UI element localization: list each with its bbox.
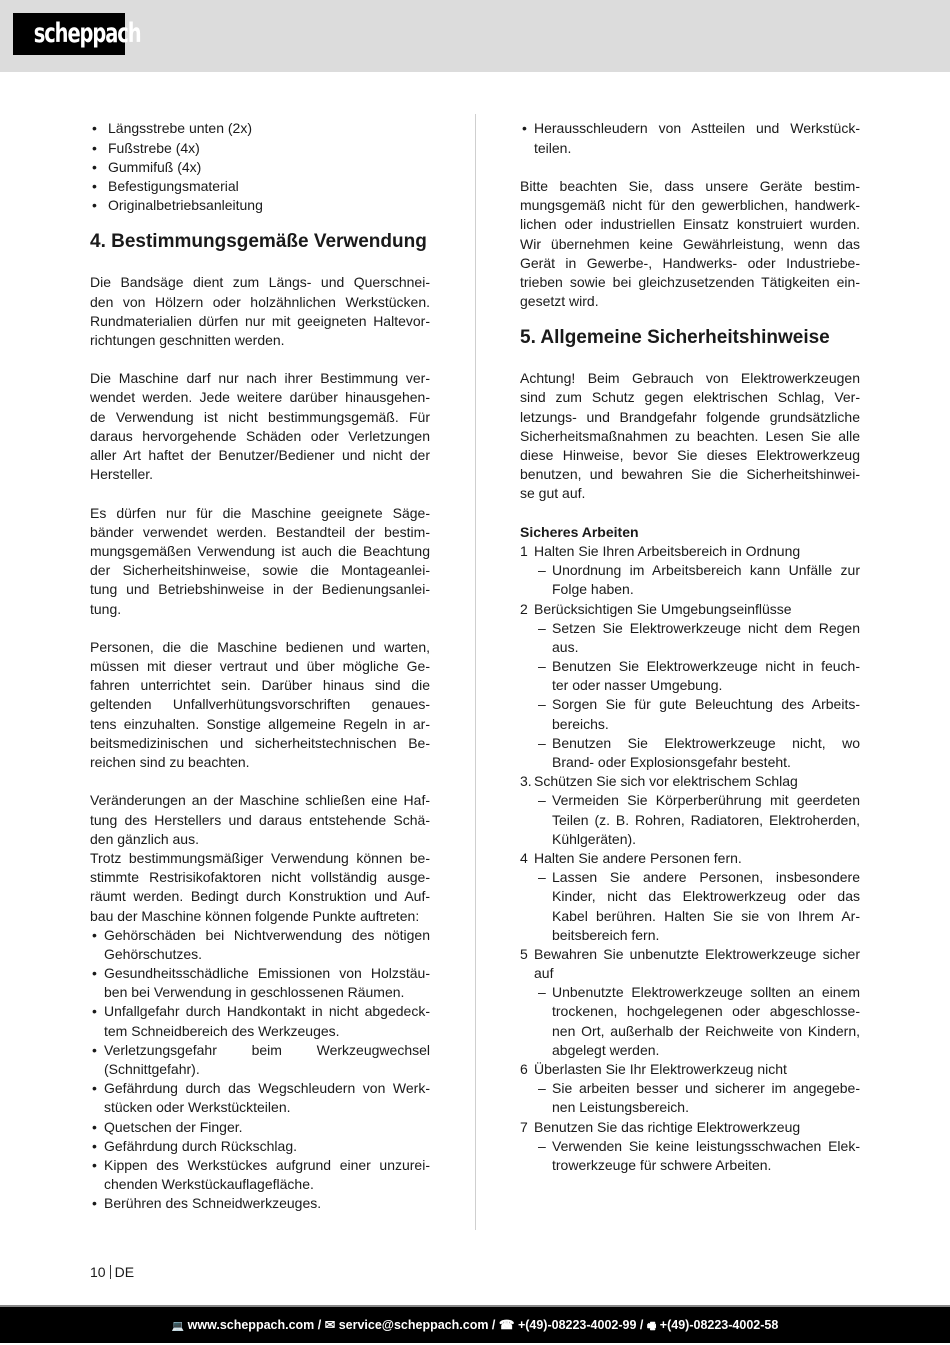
item-number: 5 — [520, 945, 528, 962]
paragraph — [90, 791, 430, 849]
text-line: Lassen Sie andere Personen, insbesondere — [552, 869, 860, 886]
paragraph — [90, 369, 430, 484]
dash-icon: – — [538, 619, 546, 636]
text-line: Benutzen Sie Elektrowerkzeuge nicht in feuch- — [552, 658, 860, 675]
text-line: Veränderungen an der Maschine schließen eine Haf- — [90, 792, 430, 809]
text-line: tung und Betriebshinweise in der Bedienungsanlei- — [90, 581, 430, 598]
item-number: 4 — [520, 849, 528, 866]
text-line: wendet werden. Jede weitere darüber hinausgehen- — [90, 389, 430, 406]
list-item — [90, 158, 430, 177]
text-line: geltenden Unfallverhütungsvorschriften genaues- — [90, 696, 430, 713]
text-line: stücken oder Werkstückteilen. — [104, 1099, 291, 1116]
sub-item — [520, 1079, 860, 1117]
list-item — [90, 1002, 430, 1040]
list-item — [90, 196, 430, 215]
text-line: Die Bandsäge dient zum Längs- und Querschnei- — [90, 274, 430, 291]
text-line: benutzen, und bewahren Sie die Sicherheitshinwei- — [520, 466, 860, 483]
paragraph — [520, 177, 860, 311]
language-code: DE — [114, 1264, 135, 1280]
logo-text: scheppach — [33, 18, 141, 49]
list-item — [90, 177, 430, 196]
text-line: nen Leistungsbereich. — [552, 1099, 689, 1116]
list-item — [90, 1194, 430, 1213]
dash-icon: – — [538, 1080, 546, 1097]
item-number: 3. — [520, 773, 532, 790]
scheppach-logo — [13, 13, 141, 55]
text-line: Kippen des Werkstückes aufgrund einer unzurei- — [104, 1156, 430, 1173]
text-line: Benutzen Sie das richtige Elektrowerkzeug — [534, 1118, 801, 1135]
text-line: der Sicherheitshinweise, sowie die Montageanlei- — [90, 562, 430, 579]
text-line: Herausschleudern von Astteilen und Werkstück- — [534, 120, 860, 137]
bullet-icon: • — [92, 1080, 97, 1097]
bullet-icon: • — [92, 1156, 97, 1173]
list-item — [90, 1137, 430, 1156]
website-link[interactable]: www.scheppach.com — [187, 1318, 315, 1332]
text-line: mungsgemäß nicht für den gewerblichen, handwerk- — [520, 197, 860, 214]
text-line: fahren unterrichtet sein. Darüber hinaus sind die — [90, 677, 430, 694]
numbered-item — [520, 1118, 860, 1137]
text-line: Benutzen Sie Elektrowerkzeuge nicht, wo — [552, 734, 860, 751]
text-line: Gefährdung durch das Wegschleudern von Werk- — [104, 1080, 430, 1097]
text-line: diese Hinweise, bevor Sie dieses Elektrowerkzeug — [520, 447, 860, 464]
bullet-icon: • — [92, 1041, 97, 1058]
footer-contact-bar — [0, 1305, 950, 1343]
text-line: Gerät in Gewerbe-, Handwerks- oder Industriebe- — [520, 254, 860, 271]
text-line: auf — [534, 965, 554, 982]
spacer — [90, 484, 430, 503]
text-line: Befestigungsmaterial — [108, 177, 239, 194]
text-line: beitsbereich fern. — [552, 926, 660, 943]
dash-icon: – — [538, 696, 546, 713]
text-line: Quetschen der Finger. — [104, 1118, 243, 1135]
page-header — [0, 0, 950, 72]
text-line: den von Hölzern oder holzähnlichen Werkstücken. — [90, 293, 430, 310]
text-line: tens einzuhalten. Sonstige allgemeine Regeln in ar- — [90, 715, 430, 732]
list-item — [520, 119, 860, 157]
text-line: Gehörschäden bei Nichtverwendung des nötigen — [104, 926, 430, 943]
numbered-item — [520, 772, 860, 791]
dash-icon: – — [538, 734, 546, 751]
section-heading: 4. Bestimmungsgemäße Verwendung — [90, 231, 427, 253]
paragraph — [90, 504, 430, 619]
text-line: tem Schneidbereich des Werkzeuges. — [104, 1022, 340, 1039]
text-line: Halten Sie andere Personen fern. — [534, 849, 742, 866]
text-line: gesetzt wird. — [520, 293, 599, 310]
text-line: Originalbetriebsanleitung — [108, 197, 263, 214]
right-column — [520, 119, 860, 1175]
list-item — [90, 1156, 430, 1194]
text-line: Die Maschine darf nur nach ihrer Bestimmung ver- — [90, 370, 430, 387]
text-line: abgelegt werden. — [552, 1041, 660, 1058]
text-line: teilen. — [534, 139, 572, 156]
sub-item — [520, 695, 860, 733]
separator: / — [636, 1318, 647, 1332]
numbered-item — [520, 600, 860, 619]
sub-item — [520, 657, 860, 695]
text-line: Fußstrebe (4x) — [108, 139, 200, 156]
bullet-icon: • — [522, 120, 527, 137]
section-heading: 5. Allgemeine Sicherheitshinweise — [520, 327, 830, 349]
left-column — [90, 119, 430, 1213]
bullet-icon: • — [92, 197, 97, 214]
text-line: stimmte Restrisikofaktoren nicht vollständig ausge- — [90, 869, 430, 886]
phone-number: +(49)-08223-4002-99 — [517, 1318, 637, 1332]
list-item — [90, 1041, 430, 1079]
dash-icon: – — [538, 658, 546, 675]
text-line: Kühlgeräten). — [552, 830, 637, 847]
text-line: Es dürfen nur für die Maschine geeignete Säge- — [90, 504, 430, 521]
text-line: beitsmedizinischen und sicherheitstechnischen Be- — [90, 734, 430, 751]
text-line: Unordnung im Arbeitsbereich kann Unfälle zur — [552, 562, 860, 579]
text-line: Unfallgefahr durch Handkontakt in nicht abgedeck- — [104, 1003, 430, 1020]
paragraph — [90, 849, 430, 926]
bullet-icon: • — [92, 120, 97, 137]
spacer — [520, 158, 860, 177]
text-line: daraus hervorgehende Schäden oder Verletzungen — [90, 427, 430, 444]
text-line: Rundmaterialien dürfen nur mit geeigneten Haltevor- — [90, 312, 430, 329]
text-line: Bitte beachten Sie, dass unsere Geräte bestim- — [520, 177, 860, 194]
list-item — [90, 1118, 430, 1137]
sub-item — [520, 791, 860, 849]
text-line: Gummifuß (4x) — [108, 158, 202, 175]
text-line: Berühren des Schneidwerkzeuges. — [104, 1195, 322, 1212]
text-line: Schützen Sie sich vor elektrischem Schlag — [534, 773, 798, 790]
text-line: Sie arbeiten besser und sicherer im angegebe- — [552, 1080, 860, 1097]
bullet-icon: • — [92, 1118, 97, 1135]
fax-icon: 🖷 — [646, 1321, 657, 1332]
text-line: letzungs- und Brandgefahr folgende grundsätzliche — [520, 408, 860, 425]
list-item — [90, 119, 430, 138]
sub-item — [520, 868, 860, 945]
text-line: reichen sind zu beachten. — [90, 754, 250, 771]
text-line: se gut auf. — [520, 485, 586, 502]
text-line: Sicherheitsmaßnahmen zu beachten. Lesen Sie alle — [520, 427, 860, 444]
item-number: 6 — [520, 1061, 528, 1078]
bullet-icon: • — [92, 177, 97, 194]
text-line: Hersteller. — [90, 466, 154, 483]
bullet-icon: • — [92, 965, 97, 982]
text-line: Berücksichtigen Sie Umgebungseinflüsse — [534, 600, 792, 617]
sub-item — [520, 1137, 860, 1175]
text-line: bänder verwendet werden. Bestandteil der bestim- — [90, 523, 430, 540]
numbered-item — [520, 945, 860, 983]
bullet-icon: • — [92, 1137, 97, 1154]
text-line: ben bei Verwendung in geschlossenen Räumen. — [104, 984, 405, 1001]
bullet-icon: • — [92, 158, 97, 175]
text-line: lichen oder industriellen Einsatz konstruiert wurden. — [520, 216, 860, 233]
column-divider — [475, 114, 476, 1230]
text-line: Gesundheitsschädliche Emissionen von Holzstäu- — [104, 965, 430, 982]
text-line: müssen mit dieser vertraut und über mögliche Ge- — [90, 658, 430, 675]
paragraph — [90, 638, 430, 772]
text-line: Verletzungsgefahr beim Werkzeugwechsel — [104, 1041, 430, 1058]
separator — [110, 1265, 111, 1279]
bullet-icon: • — [92, 1195, 97, 1212]
email-link[interactable]: service@scheppach.com — [338, 1318, 489, 1332]
paragraph — [90, 273, 430, 350]
bullet-icon: • — [92, 139, 97, 156]
text-line: trockenen, hochgelegenen oder abgeschlosse- — [552, 1003, 860, 1020]
item-number: 7 — [520, 1118, 528, 1135]
text-line: Achtung! Beim Gebrauch von Elektrowerkzeugen — [520, 370, 860, 387]
text-line: tung. — [90, 600, 122, 617]
page-number-value: 10 — [90, 1264, 106, 1280]
text-line: Halten Sie Ihren Arbeitsbereich in Ordnung — [534, 542, 801, 559]
text-line: Personen, die die Maschine bedienen und warten, — [90, 638, 430, 655]
mail-icon: ✉ — [324, 1318, 336, 1332]
text-line: Bewahren Sie unbenutzte Elektrowerkzeuge sicher — [534, 945, 860, 962]
text-line: trowerkzeuge für schwere Arbeiten. — [552, 1156, 772, 1173]
dash-icon: – — [538, 792, 546, 809]
item-number: 1 — [520, 542, 528, 559]
numbered-item — [520, 542, 860, 561]
text-line: aus. — [552, 638, 579, 655]
text-line: mungsgemäßen Verwendung ist auch die Beachtung — [90, 542, 430, 559]
sub-item — [520, 983, 860, 1060]
text-line: trieben sowie bei gleichzusetzenden Tätigkeiten ein- — [520, 273, 860, 290]
text-line: tung des Herstellers und daraus entstehende Schä- — [90, 811, 430, 828]
text-line: richtungen geschnitten werden. — [90, 331, 285, 348]
text-line: Sorgen Sie für gute Beleuchtung des Arbeits- — [552, 696, 860, 713]
text-line: de Verwendung ist nicht bestimmungsgemäß. Für — [90, 408, 430, 425]
separator: / — [314, 1318, 325, 1332]
text-line: Trotz bestimmungsmäßiger Verwendung können be- — [90, 849, 430, 866]
text-line: Längsstrebe unten (2x) — [108, 120, 252, 137]
text-line: Gehörschutzes. — [104, 945, 203, 962]
computer-icon: 💻 — [171, 1321, 185, 1332]
sub-item — [520, 619, 860, 657]
page-number — [90, 1264, 134, 1280]
text-line: ter oder nasser Umgebung. — [552, 677, 723, 694]
spacer — [90, 619, 430, 638]
spacer — [90, 772, 430, 791]
list-item — [90, 1079, 430, 1117]
text-line: nen Ort, außerhalb der Reichweite von Kindern, — [552, 1022, 860, 1039]
text-line: Brand- oder Explosionsgefahr besteht. — [552, 754, 791, 771]
text-line: aller Art haftet der Benutzer/Bediener und nicht der — [90, 447, 430, 464]
numbered-item — [520, 849, 860, 868]
text-line: bau der Maschine können folgende Punkte auftreten: — [90, 907, 420, 924]
text-line: Wir übernehmen keine Gewährleistung, wenn das — [520, 235, 860, 252]
sub-item — [520, 734, 860, 772]
separator: / — [488, 1318, 499, 1332]
text-line: (Schnittgefahr). — [104, 1061, 200, 1078]
text-line: räumt werden. Bedingt durch Konstruktion und Auf- — [90, 888, 430, 905]
text-line: Gefährdung durch Rückschlag. — [104, 1137, 297, 1154]
text-line: Kinder, nicht das Elektrowerkzeug oder das — [552, 888, 860, 905]
text-line: Setzen Sie Elektrowerkzeuge nicht dem Regen — [552, 619, 860, 636]
text-line: chenden Werkstückauflagefläche. — [104, 1176, 314, 1193]
bullet-icon: • — [92, 926, 97, 943]
text-line: Überlasten Sie Ihr Elektrowerkzeug nicht — [534, 1061, 787, 1078]
spacer — [520, 504, 860, 523]
bullet-icon: • — [92, 1003, 97, 1020]
text-line: sind zum Schutz gegen elektrischen Schlag, Ver- — [520, 389, 860, 406]
text-line: den gänzlich aus. — [90, 830, 199, 847]
text-line: Folge haben. — [552, 581, 634, 598]
sub-item — [520, 561, 860, 599]
dash-icon: – — [538, 869, 546, 886]
list-item — [90, 139, 430, 158]
subheading: Sicheres Arbeiten — [520, 523, 639, 540]
dash-icon: – — [538, 984, 546, 1001]
spacer — [90, 350, 430, 369]
dash-icon: – — [538, 562, 546, 579]
item-number: 2 — [520, 600, 528, 617]
text-line: Unbenutzte Elektrowerkzeuge sollten an einem — [552, 984, 860, 1001]
text-line: Verwenden Sie keine leistungsschwachen Elek- — [552, 1137, 860, 1154]
numbered-item — [520, 1060, 860, 1079]
dash-icon: – — [538, 1137, 546, 1154]
paragraph — [520, 369, 860, 503]
text-line: Kabel berühren. Halten Sie sie von Ihrem Ar- — [552, 907, 860, 924]
text-line: Teilen (z. B. Rohren, Radiatoren, Elektroherden, — [552, 811, 860, 828]
list-item — [90, 964, 430, 1002]
phone-icon: ☎ — [498, 1318, 515, 1332]
fax-number: +(49)-08223-4002-58 — [659, 1318, 779, 1332]
list-item — [90, 926, 430, 964]
text-line: Vermeiden Sie Körperberührung mit geerdeten — [552, 792, 860, 809]
text-line: bereichs. — [552, 715, 609, 732]
